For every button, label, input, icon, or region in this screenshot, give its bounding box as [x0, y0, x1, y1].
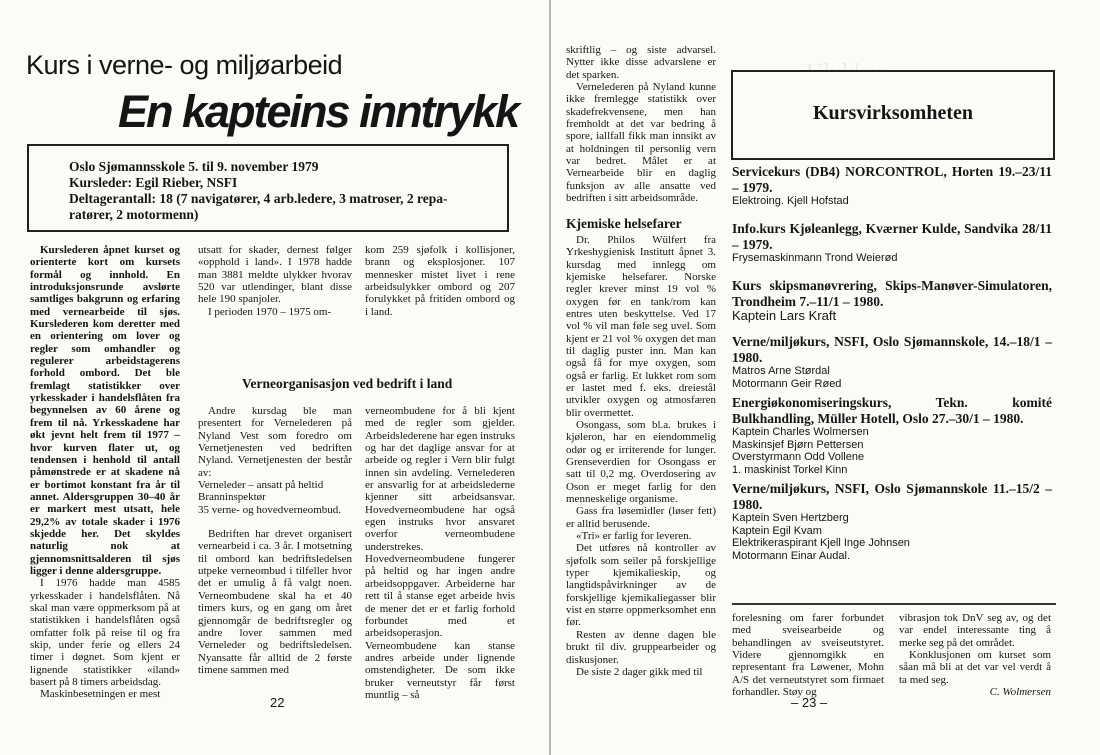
- info-line-location: Oslo Sjømannsskole 5. til 9. november 1979: [69, 159, 319, 174]
- course-title: Energiøkonomiseringskurs, Tekn. komité Bulkhandling, Müller Hotell, Oslo 27.–30/1 – 1980.: [732, 395, 1052, 426]
- info-line-participants-cont: ratører, 2 motormenn): [69, 207, 199, 222]
- course-participant: 1. maskinist Torkel Kinn: [732, 463, 848, 476]
- course-title: Servicekurs (DB4) NORCONTROL, Horten 19.–23/11 – 1979.: [732, 164, 1052, 195]
- intro-paragraph: Kurslederen åpnet kurset og orienterte kort om kursets formål og innhold. En introduksjonsrunde avslørte samtliges bakgrunn og erfaring med vernearbeide til sjøs. Kurslederen kom deretter med en orientering om lover og regler som omhandler og regulerer arbeidstagerens forhold ombord. Det ble fremlagt statistikker over yrkesskader i handelsflåten fra begynnelsen av 60 årene og frem til nå. Yrkesskadene har økt jevnt helt frem til 1977 – hvor kurven flater ut, og tendensen i henhold til antall påmønstrede er at skadene nå er bortimot konstant fra år til annet. Aldersgruppen 30–40 år er markert mest utsatt, hele 29,2% av totale skader i 1976 skjedde her. Det skyldes naturlig nok at gjennomsnittsalderen til sjøs ligger i denne aldersgruppe.: [30, 244, 180, 577]
- article-column-c: [899, 612, 1051, 698]
- article-column-b: [732, 612, 884, 698]
- course-participant: Kaptein Charles Wolmersen: [732, 426, 869, 438]
- body-paragraph: De siste 2 dager gikk med til: [576, 665, 703, 678]
- course-participant: Elektrikeraspirant Kjell Inge Johnsen: [732, 537, 910, 549]
- course-info-box: [27, 144, 509, 232]
- info-line-participants: Deltagerantall: 18 (7 navigatører, 4 arb.ledere, 3 matroser, 2 repa-: [69, 191, 448, 206]
- kursvirksomheten-box: [731, 70, 1055, 160]
- body-paragraph: I 1976 hadde man 4585 yrkesskader i handelsflåten. Nå skal man være oppmerksom på at statistikken i handelsflåten også omfatter folk på reise til og fra skip, under ferie og ellers 24 timer i døgnet. Som kjent er lignende statistikker «iland» basert på 8 timers arbeidsdag.: [30, 577, 180, 689]
- article-column-3-top: [365, 244, 515, 318]
- course-participant: Matros Arne Størdal: [732, 365, 830, 377]
- body-paragraph: Konklusjonen om kurset som såan må bli at det var vel verdt å ta med seg.: [899, 649, 1051, 686]
- article-column-2-bottom: [198, 405, 352, 676]
- section-subheading: Verneorganisasjon ved bedrift i land: [242, 376, 453, 391]
- page-number: – 23 –: [791, 695, 828, 710]
- course-entry: [732, 334, 1052, 390]
- author-signature: C. Wolmersen: [989, 686, 1051, 699]
- body-paragraph: Resten av denne dagen ble brukt til div. gruppearbeider og diskusjoner.: [566, 628, 716, 666]
- course-entry: [732, 221, 1052, 265]
- course-participant: Maskinsjef Bjørn Pettersen: [732, 438, 864, 451]
- body-paragraph: I perioden 1970 – 1975 om-: [208, 305, 332, 318]
- body-paragraph: Vernelederen på Nyland kunne ikke fremlegge statistikk over skadefrekvensene, men han fremholdt at det var bedring å spore, iallfall fikk man innsikt av at holdningen til personlig vern var bedret. Målet er at Vernearbeide blir en daglig funksjon av alle ansatte ved bedriften i sitt arbeidsområde.: [566, 81, 716, 205]
- body-paragraph: Osongass, som bl.a. brukes i kjøleron, har en eiendommelig odør og er irriterende for lunger. Grenseverdien for Osongass er satt til 0,2 mg. Overdosering av Oson er meget farlig for den menneskelige organisme.: [566, 418, 716, 506]
- course-entry: [732, 395, 1052, 476]
- course-entry: [732, 164, 1052, 208]
- horizontal-rule: [732, 603, 1056, 605]
- article-column-a: [566, 44, 716, 678]
- body-paragraph: Andre kursdag ble man presentert for Vernelederen på Nyland Vest som foredro om Vernetjenesten ved bedriften Nyland. Vernetjenesten der består av:: [198, 405, 352, 479]
- body-paragraph: utsatt for skader, dernest følger «opphold i land». I 1978 hadde man 3881 meldte ulykker hvorav 520 var utlendinger, blant disse hele 190 spanjoler.: [198, 244, 352, 306]
- course-participant: Motormann Geir Røed: [732, 377, 842, 390]
- kicker-heading: Kurs i verne- og miljøarbeid: [26, 50, 343, 80]
- info-line-leader: Kursleder: Egil Rieber, NSFI: [69, 175, 238, 190]
- course-title: Info.kurs Kjøleanlegg, Kværner Kulde, Sandvika 28/11 – 1979.: [732, 221, 1052, 252]
- list-item: Verneleder – ansatt på heltid: [198, 479, 324, 492]
- list-item: 35 verne- og hovedverneombud.: [198, 503, 341, 516]
- course-participant: Elektroing. Kjell Hofstad: [732, 195, 849, 207]
- body-paragraph: kom 259 sjøfolk i kollisjoner, brann og eksplosjoner. 107 mennesker mistet livet i rene arbeidsulykker ombord og 207 forulykket på fritiden ombord og i land.: [365, 244, 515, 318]
- course-participant: Overstyrmann Odd Vollene: [732, 451, 865, 463]
- body-paragraph: Maskinbesetningen er mest: [40, 688, 161, 701]
- course-title: Kurs skipsmanøvrering, Skips-Manøver-Simulatoren, Trondheim 7.–11/1 – 1980.: [732, 278, 1052, 309]
- right-page: [551, 0, 1100, 755]
- body-paragraph: «Tri» er farlig for leveren.: [576, 530, 692, 543]
- course-entry: [732, 481, 1052, 562]
- course-title: Verne/miljøkurs, NSFI, Oslo Sjømannskole 11.–15/2 – 1980.: [732, 481, 1052, 512]
- article-column-3-bottom: [365, 405, 515, 701]
- article-column-1: [30, 244, 180, 701]
- course-participant: Motormann Einar Audal.: [732, 549, 851, 562]
- body-paragraph: skriftlig – og siste advarsel. Nytter ikke disse advarslene er det sparken.: [566, 44, 716, 81]
- body-paragraph: Det utføres nå kontroller av sjøfolk som seiler på forskjellige typer kjemikalieskip, og langtidspåvirkninger av de forskjellige kjemikaliegasser blir vist en større oppmerksomhet enn før.: [566, 542, 716, 629]
- left-page: [0, 0, 549, 755]
- body-paragraph: vibrasjon tok DnV seg av, og det var endel interessante ting å merke seg på det området.: [899, 612, 1051, 649]
- course-participant: Kaptein Lars Kraft: [732, 308, 837, 323]
- box-title: Kursvirksomheten: [813, 102, 973, 124]
- body-paragraph: forelesning om farer forbundet med sveisearbeide og behandlingen av sveiseutstyret. Videre gjennomgikk en representant fra Løwener, Mohn A/S det verneutstyret som firmaet forhandler. Støy og: [732, 612, 884, 699]
- body-paragraph: verneombudene for å bli kjent med de regler som gjelder. Arbeidslederene har egen instruks og har det daglige ansvar for at arbeide og regler i Vern blir fulgt innen sin avdeling. Vernelederen er ansvarlig for at arbeidslederne kjenner sitt arbeidsansvar. Hovedverneombudene har også egen instruks hvor ansvaret overfor verneombudene understrekes. Hovedverneombudene fungerer på heltid og har ingen andre arbeidsoppgaver. Arbeiderne har rett til å stanse eget arbeide hvis de mener det er et farlig forhold forbundet med et arbeidsoperasjon. Verneombudene kan stanse andres arbeide under lignende omstendigheter. De som ikke bruker verneutstyr får først muntlig – så: [365, 405, 515, 701]
- list-item: Branninspektør: [198, 491, 266, 504]
- article-headline: En kapteins inntrykk: [118, 86, 519, 137]
- course-participant: Frysemaskinmann Trond Weierød: [732, 252, 898, 264]
- course-entry: [732, 278, 1052, 323]
- body-paragraph: Bedriften har drevet organisert vernearbeid i ca. 3 år. I motsetning til ombord kan bedriftsledelsen utpeke verneombud i tilfeller hvor det er umulig å få valgt noen. Verneombudene skal ha et 40 timers kurs, og en gang om året gjennomgår de bedriftsregler og andre lover sammen med Verneleder og bedriftsledelsen. Nyansatte får alltid de 2 første timene sammen med: [198, 528, 352, 676]
- kjemiske-heading: Kjemiske helsefarer: [566, 216, 682, 232]
- page-number: 22: [270, 695, 285, 710]
- course-participant: Kaptein Sven Hertzberg: [732, 512, 849, 524]
- course-title: Verne/miljøkurs, NSFI, Oslo Sjømannskole, 14.–18/1 – 1980.: [732, 334, 1052, 365]
- article-column-2-top: [198, 244, 352, 318]
- body-paragraph: Dr. Philos Wülfert fra Yrkeshygienisk Institutt åpnet 3. kursdag med innlegg om kjemiske helsefarer. Norske regler krever minst 19 vol % oxygen før en tank/rom kan entres uten beskyttelse. Ved 17 vol % vil man føle seg uvel. Som kjent er 21 vol % oxygen det man til daglig puster inn. Man kan også få for mye oxygen, som også er farlig. Et lukket rom som er lastet med f. eks. dreiestål utvikler oxygen og atmosfæren blir overmettet.: [566, 233, 716, 419]
- body-paragraph: Gass fra løsemidler (løser fett) er alltid berusende.: [566, 505, 716, 530]
- course-participant: Kaptein Egil Kvam: [732, 524, 822, 537]
